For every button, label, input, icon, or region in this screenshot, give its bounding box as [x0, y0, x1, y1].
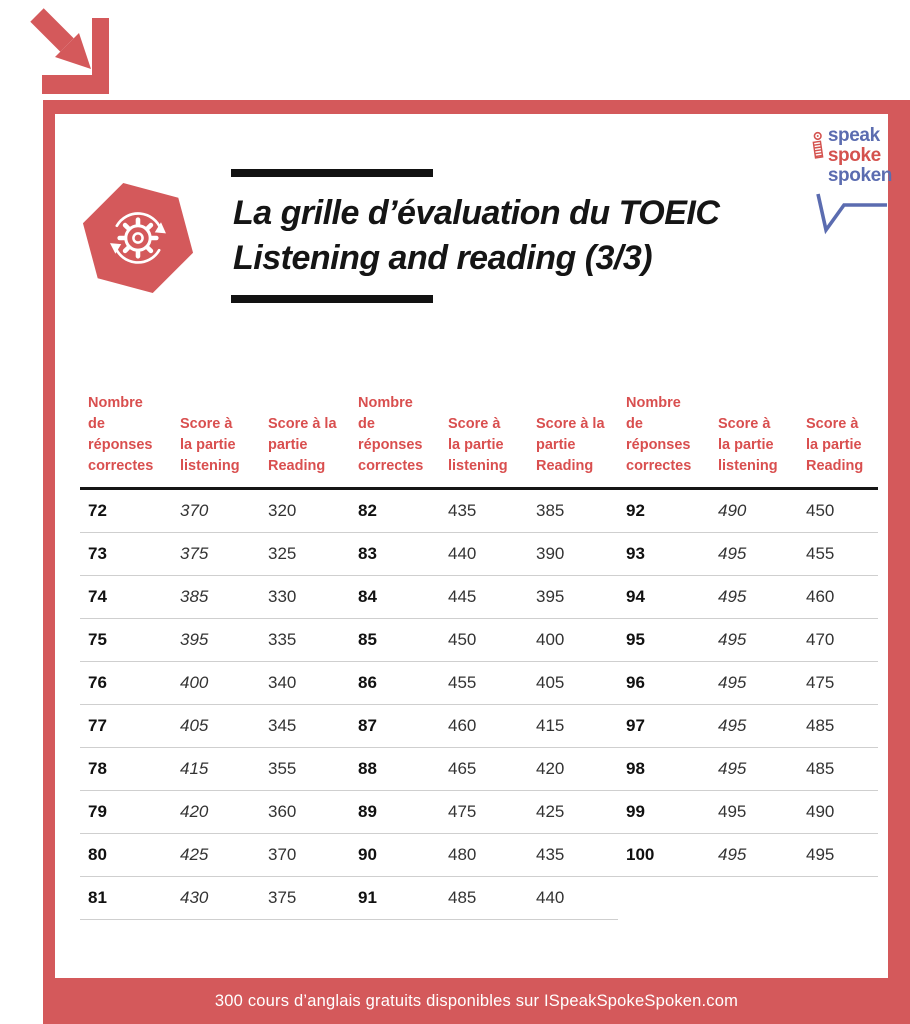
table-cell: 90 [350, 834, 440, 877]
table-header-cell: Nombre de réponses correctes [358, 395, 424, 475]
table-cell: 495 [710, 705, 798, 748]
table-cell: 480 [440, 834, 528, 877]
table-cell: 96 [618, 662, 710, 705]
table-cell: 440 [528, 877, 618, 920]
table-cell: 405 [528, 662, 618, 705]
table-cell: 320 [260, 490, 350, 533]
table-cell: 485 [798, 705, 878, 748]
gear-sync-hexagon-icon [80, 180, 197, 297]
table-row [80, 834, 878, 877]
table-cell: 360 [260, 791, 350, 834]
table-cell: 470 [798, 619, 878, 662]
table-cell: 425 [528, 791, 618, 834]
table-cell: 72 [80, 490, 172, 533]
table-header-cell: Nombre de réponses correctes [88, 395, 154, 475]
table-cell [618, 877, 710, 919]
table-cell: 100 [618, 834, 710, 877]
table-cell: 450 [440, 619, 528, 662]
table-cell: 415 [528, 705, 618, 748]
table-cell: 445 [440, 576, 528, 619]
table-cell: 375 [260, 877, 350, 920]
title-bottom-rule [231, 295, 433, 303]
footer-bar [43, 978, 910, 1024]
table-cell: 335 [260, 619, 350, 662]
table-cell: 495 [710, 576, 798, 619]
table-cell: 425 [172, 834, 260, 877]
table-cell: 84 [350, 576, 440, 619]
table-cell: 355 [260, 748, 350, 791]
table-cell: 94 [618, 576, 710, 619]
table-cell: 74 [80, 576, 172, 619]
table-row [80, 662, 878, 705]
brand-logo [812, 126, 892, 241]
title-block [231, 169, 881, 303]
table-header-cell: Score à la partie Reading [268, 416, 337, 475]
table-cell: 88 [350, 748, 440, 791]
table-cell: 455 [798, 533, 878, 576]
table-cell: 99 [618, 791, 710, 834]
table-cell: 98 [618, 748, 710, 791]
table-cell: 495 [710, 791, 798, 834]
table-cell: 490 [798, 791, 878, 834]
frame-left-border [43, 100, 55, 1024]
footer-text: 300 cours d’anglais gratuits disponibles sur ISpeakSpokeSpoken.com [214, 991, 739, 1010]
table-row [80, 705, 878, 748]
table-cell: 395 [528, 576, 618, 619]
table-cell: 91 [350, 877, 440, 920]
table-cell: 495 [710, 533, 798, 576]
table-cell: 83 [350, 533, 440, 576]
table-cell: 370 [172, 490, 260, 533]
table-cell: 85 [350, 619, 440, 662]
table-header-row [80, 393, 878, 490]
logo-word-speak: speak [827, 125, 880, 146]
table-cell: 89 [350, 791, 440, 834]
table-row [80, 791, 878, 834]
table-cell: 455 [440, 662, 528, 705]
table-cell: 86 [350, 662, 440, 705]
table-cell: 385 [528, 490, 618, 533]
table-cell: 420 [528, 748, 618, 791]
table-cell: 495 [710, 748, 798, 791]
table-cell: 385 [172, 576, 260, 619]
corner-arrow-icon [25, 3, 115, 98]
frame-top-border [43, 100, 910, 114]
table-cell: 81 [80, 877, 172, 920]
table-cell: 93 [618, 533, 710, 576]
page-title [233, 191, 881, 281]
table-header-cell: Score à la partie Reading [806, 416, 864, 475]
toeic-score-table [80, 393, 878, 920]
table-cell: 375 [172, 533, 260, 576]
table-cell: 400 [172, 662, 260, 705]
table-cell: 82 [350, 490, 440, 533]
table-cell: 490 [710, 490, 798, 533]
table-row [80, 533, 878, 576]
checkmark-line-icon [814, 192, 890, 236]
table-header-cell: Score à la partie listening [180, 416, 240, 475]
table-row [80, 877, 878, 920]
table-cell: 415 [172, 748, 260, 791]
table-cell: 460 [440, 705, 528, 748]
page-body [55, 114, 892, 978]
page-title-line2: Listening and reading (3/3) [233, 239, 653, 277]
table-cell: 440 [440, 533, 528, 576]
table-cell: 475 [798, 662, 878, 705]
table-cell: 78 [80, 748, 172, 791]
table-header-cell: Score à la partie Reading [536, 416, 605, 475]
table-cell: 95 [618, 619, 710, 662]
table-cell: 92 [618, 490, 710, 533]
title-top-rule [231, 169, 433, 177]
logo-word-spoken: spoken [827, 165, 892, 186]
table-cell: 330 [260, 576, 350, 619]
table-row [80, 576, 878, 619]
table-cell: 485 [798, 748, 878, 791]
table-cell: 495 [710, 619, 798, 662]
table-row [80, 748, 878, 791]
table-cell: 475 [440, 791, 528, 834]
table-row [80, 619, 878, 662]
logo-word-spoke: spoke [827, 145, 881, 166]
table-cell: 460 [798, 576, 878, 619]
table-cell: 485 [440, 877, 528, 920]
table-header-cell: Nombre de réponses correctes [626, 395, 692, 475]
table-cell: 75 [80, 619, 172, 662]
table-cell: 340 [260, 662, 350, 705]
table-cell: 495 [798, 834, 878, 877]
table-cell: 390 [528, 533, 618, 576]
table-cell: 430 [172, 877, 260, 920]
table-cell: 97 [618, 705, 710, 748]
striped-i-icon [812, 126, 825, 166]
table-header-cell: Score à la partie listening [448, 416, 508, 475]
page-title-line1: La grille d’évaluation du TOEIC [233, 194, 720, 232]
table-cell: 76 [80, 662, 172, 705]
table-cell: 420 [172, 791, 260, 834]
table-row [80, 490, 878, 533]
table-cell [798, 877, 878, 919]
table-cell: 395 [172, 619, 260, 662]
table-header-cell: Score à la partie listening [718, 416, 778, 475]
table-cell: 435 [528, 834, 618, 877]
table-cell: 87 [350, 705, 440, 748]
table-cell [710, 877, 798, 919]
table-cell: 400 [528, 619, 618, 662]
table-cell: 450 [798, 490, 878, 533]
table-cell: 495 [710, 834, 798, 877]
table-cell: 435 [440, 490, 528, 533]
table-cell: 405 [172, 705, 260, 748]
table-cell: 465 [440, 748, 528, 791]
table-cell: 73 [80, 533, 172, 576]
table-cell: 325 [260, 533, 350, 576]
table-cell: 370 [260, 834, 350, 877]
table-cell: 77 [80, 705, 172, 748]
table-body [80, 490, 878, 920]
table-cell: 495 [710, 662, 798, 705]
table-cell: 345 [260, 705, 350, 748]
table-cell: 80 [80, 834, 172, 877]
table-cell: 79 [80, 791, 172, 834]
